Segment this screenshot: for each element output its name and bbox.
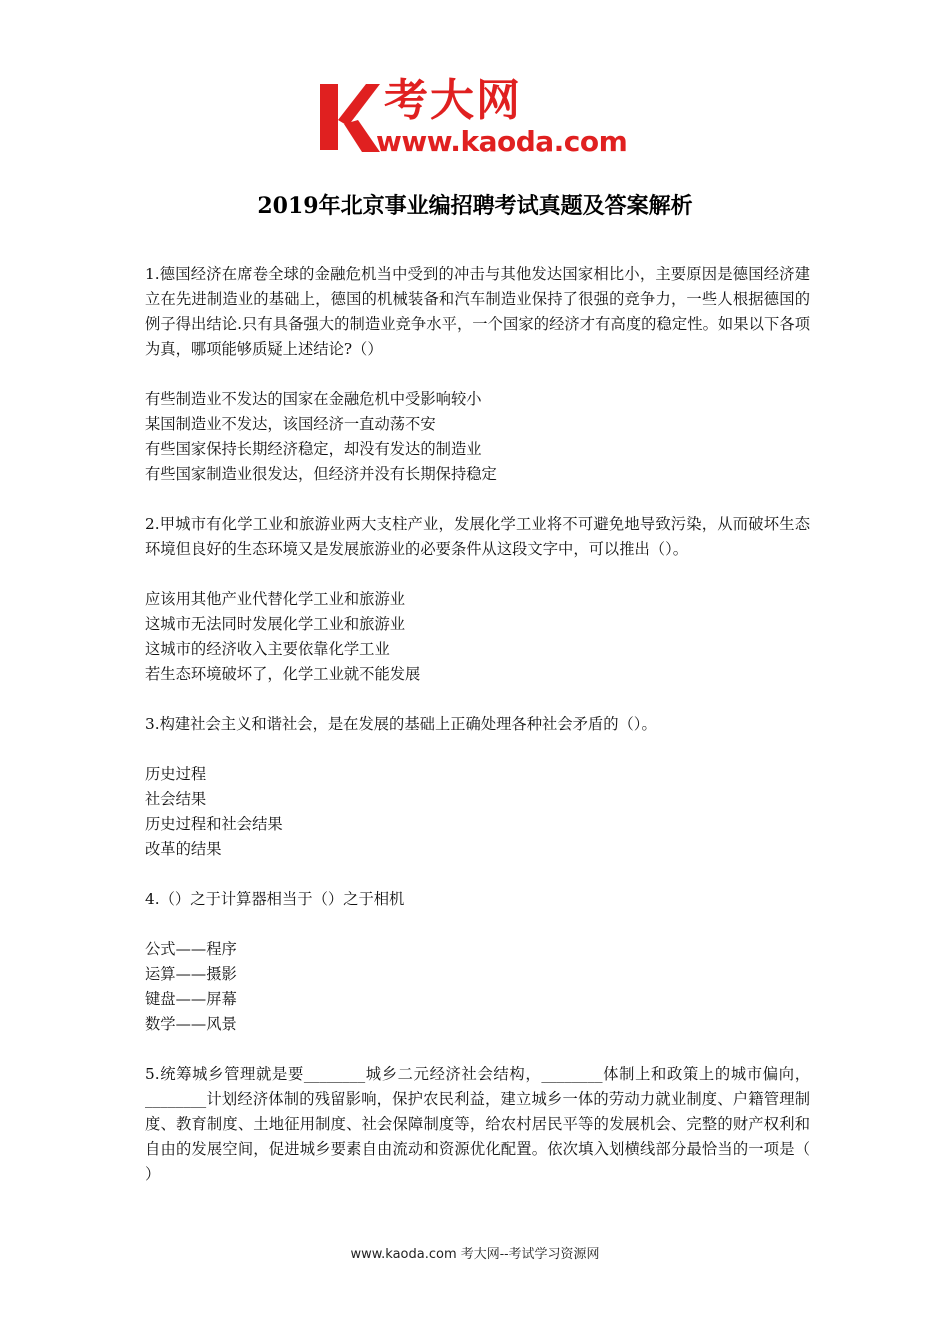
logo-url: www.kaoda.com [376,125,628,158]
document-title: 2019年北京事业编招聘考试真题及答案解析 [257,193,693,219]
footer-url: www.kaoda.com [350,1247,457,1262]
question-text: 4.（）之于计算器相当于（）之于相机 [145,890,405,908]
question-block [145,1062,810,1187]
option-list [145,387,810,487]
kaoda-logo [318,75,638,158]
question-block [145,262,810,487]
question-block [145,512,810,687]
question-list [145,262,810,1212]
question-text: 5.统筹城乡管理就是要________城乡二元经济社会结构，________体制上和政策上的城市偏向，________计划经济体制的残留影响，保护农民利益，建立城乡一体的劳动力就业制度、户籍管理制度、教育制度、土地征用制度、社会保障制度等，给农村居民平等的发展机会、完整的财产权利和自由的发展空间，促进城乡要素自由流动和资源优化配置。依次填入划横线部分最恰当的一项是（ ） [145,1065,810,1183]
answer-option: 历史过程 [145,765,207,783]
question-text: 3.构建社会主义和谐社会，是在发展的基础上正确处理各种社会矛盾的（）。 [145,715,657,733]
question-text: 1.德国经济在席卷全球的金融危机当中受到的冲击与其他发达国家相比小，主要原因是德国经济建立在先进制造业的基础上，德国的机械装备和汽车制造业保持了很强的竞争力，一些人根据德国的例子得出结论.只有具备强大的制造业竞争水平，一个国家的经济才有高度的稳定性。如果以下各项为真，哪项能够质疑上述结论?（） [145,265,810,358]
footer-text: 考大网--考试学习资源网 [456,1247,600,1262]
answer-option: 有些国家保持长期经济稳定，却没有发达的制造业 [145,440,482,458]
answer-option: 有些制造业不发达的国家在金融危机中受影响较小 [145,390,482,408]
answer-option: 某国制造业不发达，该国经济一直动荡不安 [145,415,436,433]
answer-option: 这城市的经济收入主要依靠化学工业 [145,640,390,658]
answer-option: 运算——摄影 [145,965,237,983]
question-block [145,887,810,1037]
logo-k-mark-icon [318,80,380,156]
answer-option: 改革的结果 [145,840,222,858]
page-footer [0,1245,950,1265]
answer-option: 数学——风景 [145,1015,237,1033]
answer-option: 应该用其他产业代替化学工业和旅游业 [145,590,406,608]
answer-option: 公式——程序 [145,940,237,958]
option-list [145,587,810,687]
logo-chinese-name: 考大网 [384,75,522,126]
question-block [145,712,810,862]
option-list [145,937,810,1037]
answer-option: 社会结果 [145,790,207,808]
question-text: 2.甲城市有化学工业和旅游业两大支柱产业，发展化学工业将不可避免地导致污染，从而破坏生态环境但良好的生态环境又是发展旅游业的必要条件从这段文字中，可以推出（）。 [145,515,810,558]
answer-option: 若生态环境破坏了，化学工业就不能发展 [145,665,421,683]
answer-option: 有些国家制造业很发达，但经济并没有长期保持稳定 [145,465,497,483]
answer-option: 键盘——屏幕 [145,990,237,1008]
option-list [145,762,810,862]
answer-option: 这城市无法同时发展化学工业和旅游业 [145,615,406,633]
answer-option: 历史过程和社会结果 [145,815,283,833]
